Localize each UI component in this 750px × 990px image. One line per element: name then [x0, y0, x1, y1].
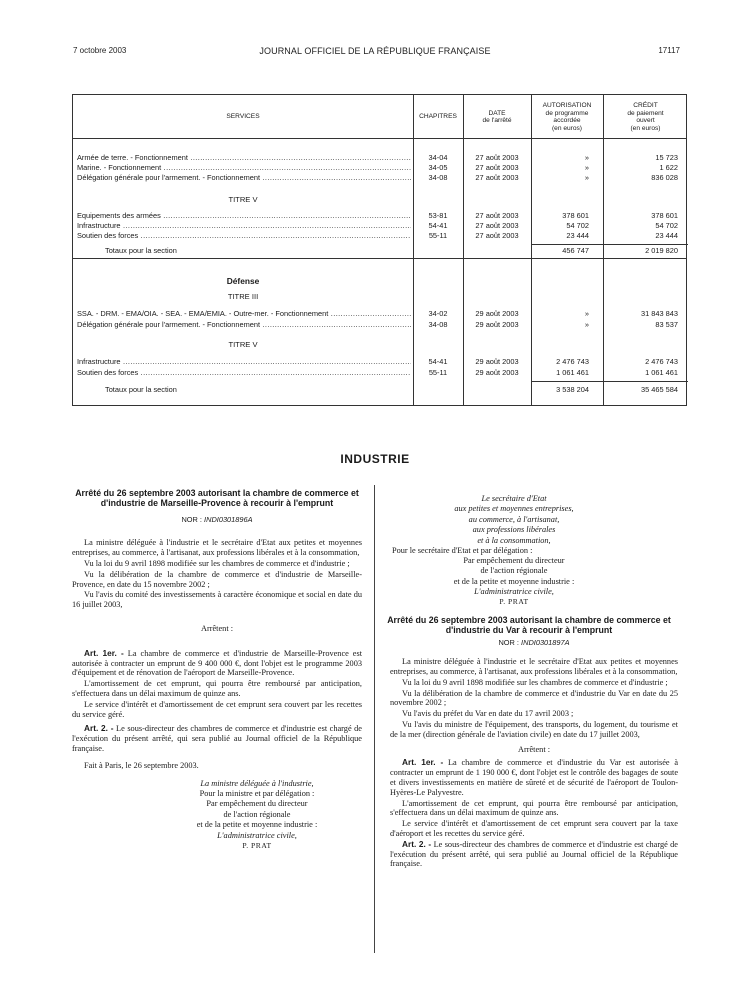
col-header-credit: CRÉDIT de paiement ouvert (en euros): [627, 102, 664, 132]
row-credit: 23 444: [655, 231, 678, 240]
totals-rule: [531, 381, 688, 382]
row-date: 27 août 2003: [475, 153, 519, 162]
row-credit: 54 702: [655, 221, 678, 230]
signature-line: Pour le secrétaire d'Etat et par délégation :: [392, 546, 533, 556]
row-credit: 1 061 461: [645, 368, 678, 377]
row-autorisation: 23 444: [566, 231, 589, 240]
signature-line: Par empêchement du directeur: [463, 555, 565, 565]
row-autorisation: 456 747: [562, 246, 589, 255]
row-service: Marine. - Fonctionnement .....: [77, 163, 411, 173]
row-date: 27 août 2003: [475, 173, 519, 182]
nor-reference: [72, 515, 362, 525]
col-header-date: DATE de l'arrêté: [482, 109, 512, 124]
arretent: Arrêtent :: [200, 623, 234, 633]
signature-line: L'administratrice civile,: [474, 587, 554, 597]
row-autorisation: 3 538 204: [556, 385, 589, 394]
row-credit: 83 537: [655, 320, 678, 329]
row-date: 29 août 2003: [475, 309, 519, 318]
paragraph: L'amortissement de cet emprunt, qui pourra être remboursé par anticipation, s'effectuera dans un délai maximum de quinze ans.: [390, 798, 678, 818]
row-chapitre: 53-81: [428, 211, 448, 220]
signature-block: [152, 779, 362, 852]
table-row: [73, 309, 686, 319]
signature-line: de l'action régionale: [223, 809, 291, 819]
credits-table: [72, 94, 687, 406]
table-row: [73, 211, 686, 221]
signature-line: de l'action régionale: [480, 566, 548, 576]
signature-line: au commerce, à l'artisanat,: [468, 514, 560, 524]
signature-line: et de la petite et moyenne industrie :: [453, 576, 575, 586]
section-rule: [73, 258, 686, 259]
signature-line: La ministre déléguée à l'industrie,: [200, 778, 314, 788]
row-chapitre: 54-41: [428, 221, 448, 230]
row-date: 27 août 2003: [475, 231, 519, 240]
paragraph: La ministre déléguée à l'industrie et le secrétaire d'Etat aux petites et moyennes entreprises, au commerce, à l'artisanat, aux professions libérales et à la consommation,: [390, 657, 678, 677]
row-credit: 15 723: [655, 153, 678, 162]
row-date: 29 août 2003: [475, 320, 519, 329]
paragraph: Vu la loi du 9 avril 1898 modifiée sur les chambres de commerce et d'industrie ;: [84, 558, 350, 568]
totals-row: [73, 385, 686, 395]
signature-line: L'administratrice civile,: [217, 830, 297, 840]
row-credit: 31 843 843: [641, 309, 678, 318]
nor-code: INDI0301897A: [521, 638, 570, 648]
article-1: [72, 649, 362, 678]
signature-block: [350, 556, 678, 608]
article-1: [390, 758, 678, 797]
paragraph: Le service d'intérêt et d'amortissement de cet emprunt sera couvert par les recettes du service géré.: [72, 699, 362, 719]
paragraph: L'amortissement de cet emprunt, qui pourra être remboursé par anticipation, s'effectuera dans un délai maximum de quinze ans.: [72, 679, 362, 698]
paragraph: Vu la délibération de la chambre de commerce et d'industrie du Var en date du 25 novembre 2002 ;: [390, 688, 678, 708]
row-autorisation: 54 702: [566, 221, 589, 230]
row-date: 27 août 2003: [475, 221, 519, 230]
nor-code: INDI0301896A: [204, 514, 253, 524]
paragraph: Vu la loi du 9 avril 1898 modifiée sur les chambres de commerce et d'industrie ;: [402, 677, 668, 687]
table-row: [73, 163, 686, 173]
row-chapitre: 34-02: [428, 309, 448, 318]
table-row: [73, 221, 686, 231]
row-service: Infrastructure .....: [77, 357, 411, 367]
article-2: [72, 724, 362, 753]
totals-rule: [531, 244, 688, 245]
row-autorisation: »: [584, 163, 589, 172]
row-service: Délégation générale pour l'armement. - Fonctionnement .....: [77, 173, 411, 183]
table-row: [73, 231, 686, 241]
subhead-titre-v: TITRE V: [228, 340, 258, 349]
row-service: SSA. - DRM. - EMA/OIA. - SEA. - EMA/EMIA. - Outre-mer. - Fonctionnement .....: [77, 309, 411, 319]
paragraph: La ministre déléguée à l'industrie et le secrétaire d'Etat aux petites et moyennes entreprises, au commerce, à l'artisanat, aux professions libérales et à la consommation,: [72, 538, 362, 558]
page-number: 17117: [658, 46, 680, 55]
row-chapitre: 34-08: [428, 173, 448, 182]
article-label: Art. 2. -: [402, 838, 432, 849]
article-label: Art. 2. -: [84, 723, 114, 734]
row-autorisation: 1 061 461: [556, 368, 589, 377]
row-service: Délégation générale pour l'armement. - Fonctionnement .....: [77, 320, 411, 330]
row-service: Infrastructure .....: [77, 221, 411, 231]
row-date: 27 août 2003: [475, 211, 519, 220]
signature-line: Par empêchement du directeur: [206, 799, 308, 809]
subhead-titre-iii: TITRE III: [227, 292, 259, 301]
paragraph: Vu l'avis du préfet du Var en date du 17 avril 2003 ;: [402, 709, 574, 719]
row-credit: 378 601: [651, 211, 678, 220]
row-autorisation: »: [584, 173, 589, 182]
row-date: 29 août 2003: [475, 357, 519, 366]
table-row: [73, 173, 686, 183]
row-chapitre: 34-04: [428, 153, 448, 162]
row-chapitre: 34-05: [428, 163, 448, 172]
row-service: Totaux pour la section: [105, 246, 177, 255]
decree-title: Arrêté du 26 septembre 2003 autorisant la chambre de commerce et d'industrie de Marseille-Provence à recourir à l'emprunt: [75, 488, 359, 508]
row-chapitre: 55-11: [428, 231, 448, 240]
article-label: Art. 1er. -: [84, 647, 124, 658]
row-credit: 836 028: [651, 173, 678, 182]
table-row: [73, 368, 686, 378]
section-title: INDUSTRIE: [340, 452, 410, 466]
paragraph: Vu l'avis du ministre de l'équipement, des transports, du logement, du tourisme et de la mer (direction générale de l'aviation civile) en date du 17 juillet 2003,: [390, 720, 678, 739]
article-text: La chambre de commerce et d'industrie du Var est autorisée à contracter un emprunt de 1 190 000 €, dont l'objet est le contrôle des bagages de soute et divers investissements en matière de sûreté et de sécurité de l'aéroport de Toulon-Hyères-Le Palyvestre.: [390, 758, 679, 797]
row-date: 27 août 2003: [475, 163, 519, 172]
signature-line: Le secrétaire d'Etat: [481, 494, 547, 503]
row-autorisation: 2 476 743: [556, 357, 589, 366]
article-text: Le sous-directeur des chambres de commerce et d'industrie est chargé de l'exécution du présent arrêté, qui sera publié au Journal officiel de la République française.: [72, 724, 362, 753]
row-chapitre: 55-11: [428, 368, 448, 377]
row-service: Soutien des forces .....: [77, 231, 411, 241]
arretent: Arrêtent :: [517, 744, 551, 754]
signature-line: et à la consommation,: [477, 535, 551, 545]
decree-title: Arrêté du 26 septembre 2003 autorisant la chambre de commerce et d'industrie du Var à recourir à l'emprunt: [387, 614, 671, 635]
header-rule: [73, 138, 686, 139]
header-date: 7 octobre 2003: [73, 46, 127, 55]
row-chapitre: 54-41: [428, 357, 448, 366]
signatory-name: P. PRAT: [499, 597, 529, 607]
row-credit: 1 622: [659, 163, 678, 172]
row-service: Armée de terre. - Fonctionnement .....: [77, 153, 411, 163]
right-column: [387, 494, 679, 870]
nor-label: NOR :: [498, 638, 522, 648]
signature-line: aux professions libérales: [472, 525, 556, 535]
table-row: [73, 357, 686, 367]
paragraph: Vu l'avis du comité des investissements à caractère économique et social en date du 16 juillet 2003,: [72, 590, 362, 610]
paragraph: Vu la délibération de la chambre de commerce et d'industrie de Marseille-Provence, en date du 15 novembre 2002 ;: [72, 569, 362, 589]
subhead-titre-v: TITRE V: [228, 195, 258, 204]
row-chapitre: 34-08: [428, 320, 448, 329]
signature-block: [350, 494, 678, 546]
table-row: [73, 320, 686, 330]
article-2: [390, 840, 678, 869]
article-text: La chambre de commerce et d'industrie de Marseille-Provence est autorisée à contracter un emprunt de 9 400 000 €, dont l'objet est le programme 2003 d'équipement et de rénovation de l'aéroport de Marseille-Provence.: [72, 648, 363, 678]
article-label: Art. 1er. -: [402, 757, 444, 768]
row-service: Soutien des forces .....: [77, 368, 411, 378]
signature-line: aux petites et moyennes entreprises,: [454, 504, 574, 514]
subhead-defense: Défense: [226, 276, 260, 286]
row-date: 29 août 2003: [475, 368, 519, 377]
signature-line: et de la petite et moyenne industrie :: [196, 820, 318, 830]
row-credit: 2 476 743: [645, 357, 678, 366]
table-row: [73, 153, 686, 163]
nor-label: NOR :: [181, 514, 205, 524]
row-autorisation: »: [584, 153, 589, 162]
signature-date: Fait à Paris, le 26 septembre 2003.: [84, 760, 199, 770]
row-autorisation: 378 601: [562, 211, 589, 220]
row-credit: 35 465 584: [641, 385, 678, 394]
col-header-services: SERVICES: [226, 113, 260, 121]
left-column: [72, 489, 362, 851]
row-service: Totaux pour la section: [105, 385, 177, 394]
col-header-autorisation: AUTORISATION de programme accordée (en euros): [542, 102, 592, 132]
row-service: Equipements des armées .....: [77, 211, 411, 221]
article-text: Le sous-directeur des chambres de commerce et d'industrie est chargé de l'exécution du présent arrêté, qui sera publié au Journal officiel de la République française.: [390, 839, 678, 869]
row-credit: 2 019 820: [645, 246, 678, 255]
nor-reference: [390, 638, 678, 648]
signature-line: Pour la ministre et par délégation :: [199, 788, 315, 798]
row-autorisation: »: [584, 320, 589, 329]
col-header-chapitres: CHAPITRES: [419, 113, 457, 121]
paragraph: Le service d'intérêt et d'amortissement de cet emprunt sera couvert par la taxe d'aéroport et les recettes du service géré.: [390, 819, 678, 838]
journal-title: JOURNAL OFFICIEL DE LA RÉPUBLIQUE FRANÇAISE: [259, 46, 491, 56]
signatory-name: P. PRAT: [242, 840, 272, 850]
row-autorisation: »: [584, 309, 589, 318]
totals-row: [73, 246, 686, 256]
